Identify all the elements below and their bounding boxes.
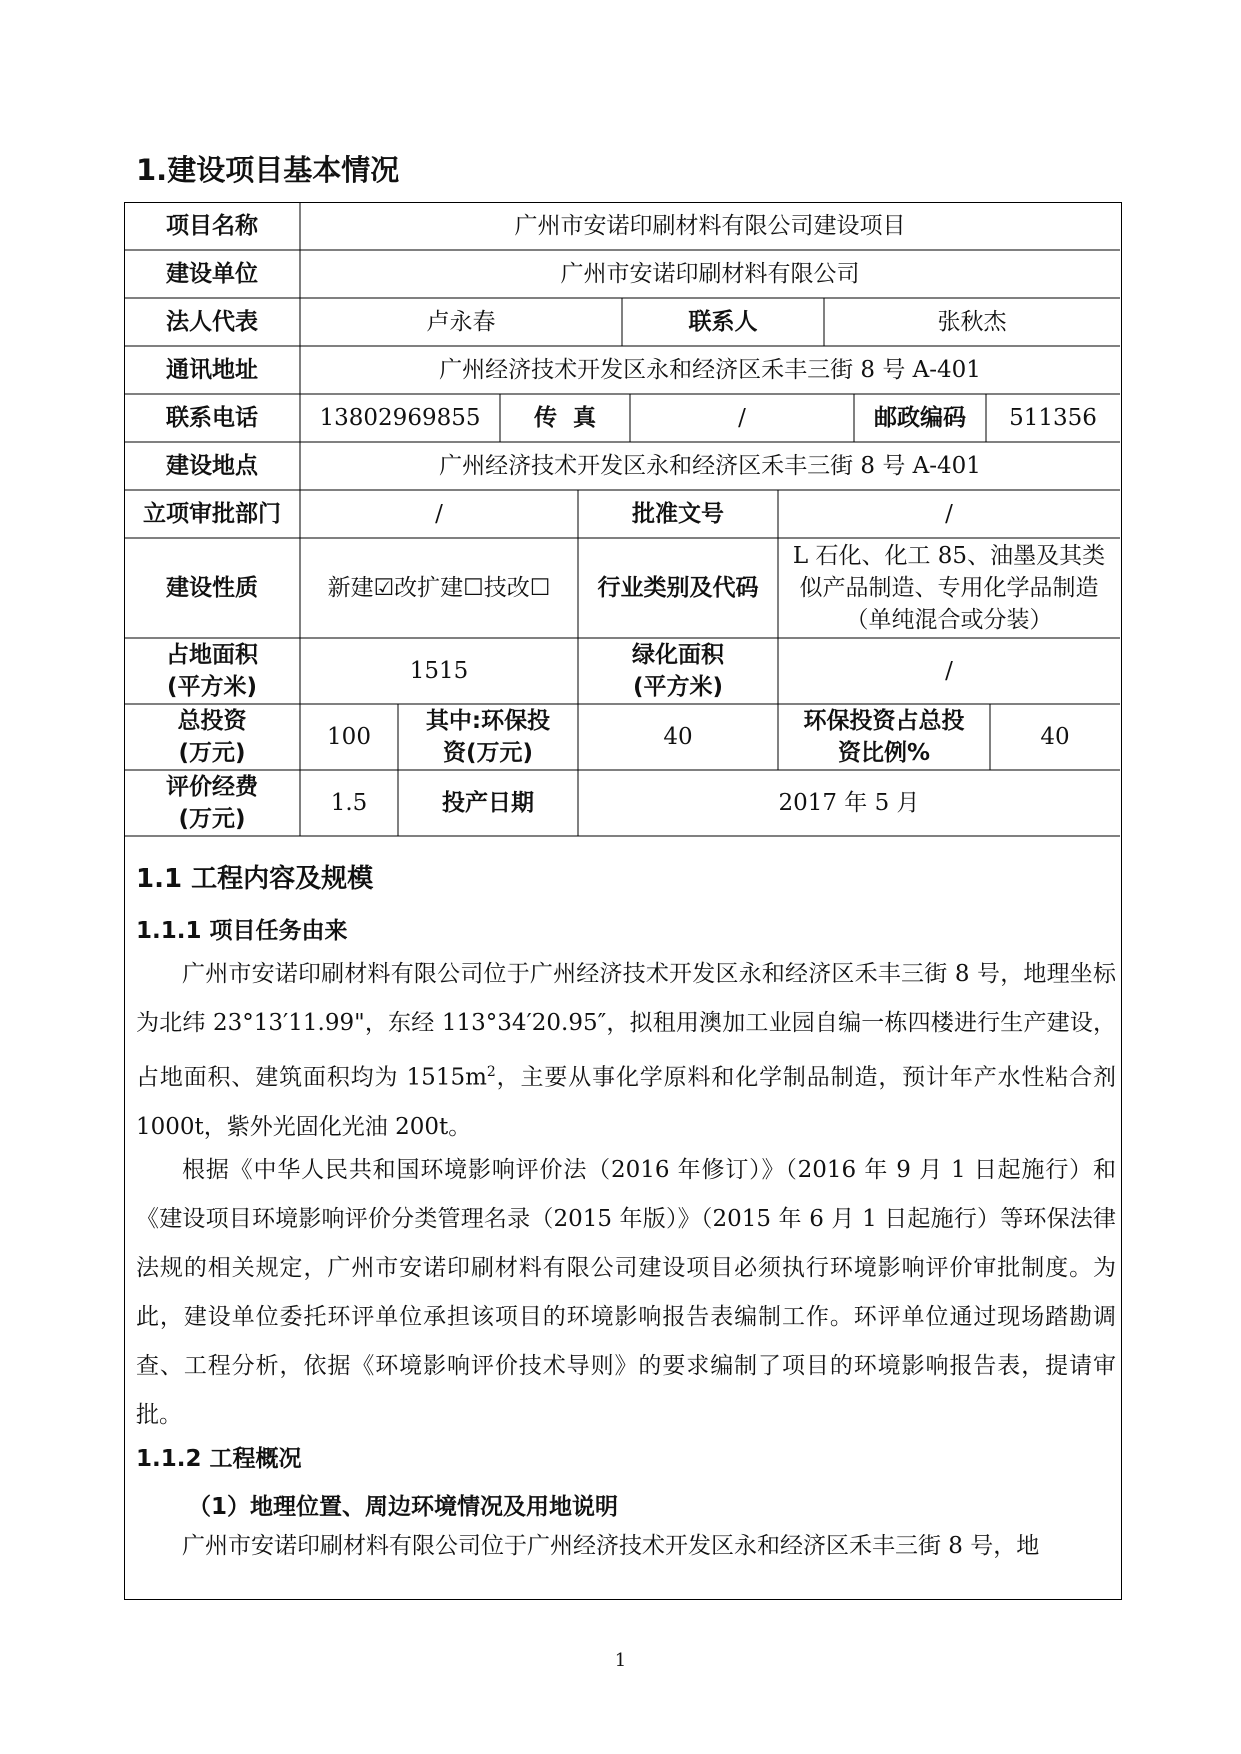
builder-label: 建设单位 (166, 261, 258, 287)
heading-1-1: 1.1 工程内容及规模 (136, 864, 374, 894)
heading-1-1-1: 1.1.1 项目任务由来 (136, 918, 348, 944)
eval-fee-label (124, 770, 300, 836)
contact-value: 张秋杰 (937, 309, 1007, 335)
legal-rep-value: 卢永春 (426, 309, 496, 335)
env-invest-value: 40 (663, 724, 693, 750)
nature-value: 新建☑改扩建☐技改☐ (327, 575, 551, 601)
subheading-location: （1）地理位置、周边环境情况及用地说明 (188, 1494, 619, 1520)
legal-rep-label: 法人代表 (166, 309, 258, 335)
env-ratio-label (778, 704, 990, 770)
area-value: 1515 (409, 658, 469, 684)
env-ratio-value: 40 (1040, 724, 1070, 750)
paragraph-3: 广州市安诺印刷材料有限公司位于广州经济技术开发区永和经济区禾丰三街 8 号，地 (182, 1533, 1040, 1559)
invest-value: 100 (327, 724, 371, 750)
invest-label (124, 704, 300, 770)
env-invest-label-line1: 其中:环保投 (425, 708, 551, 734)
superscript-2: 2 (486, 1064, 496, 1080)
env-invest-label (398, 704, 578, 770)
paragraph-2: 根据《中华人民共和国环境影响评价法（2016 年修订）》（2016 年 9 月 1 日起施行）和《建设项目环境影响评价分类管理名录（2015 年版）》（2015 年 6 月 1 日起施行）等环保法律法规的相关规定，广州市安诺印刷材料有限公司建设项目必须执行环境影响评价审批制度。为此，建设单位委托环评单位承担该项目的环境影响报告表编制工作。环评单位通过现场踏勘调查、工程分析，依据《环境影响评价技术导则》的要求编制了项目的环境影响报告表，提请审批。 (136, 1157, 1116, 1428)
project-name-label: 项目名称 (166, 213, 258, 239)
industry-label: 行业类别及代码 (597, 575, 759, 601)
industry-value: L 石化、化工 85、油墨及其类似产品制造、专用化学品制造（单纯混合或分装） (792, 543, 1106, 633)
prod-date-label: 投产日期 (442, 790, 534, 816)
paragraph-1-text-a: 广州市安诺印刷材料有限公司位于广州经济技术开发区永和经济区禾丰三街 8 号，地理坐标为北纬 23°13′11.99"，东经 113°34′20.95″，拟租用澳加工业园自编一栋四楼进行生产建设，占地面积、建筑面积均为 1515m (136, 961, 1116, 1091)
postcode-label: 邮政编码 (874, 405, 966, 431)
phone-value: 13802969855 (319, 405, 481, 431)
site-label: 建设地点 (166, 453, 258, 479)
address-value: 广州经济技术开发区永和经济区禾丰三街 8 号 A-401 (439, 357, 981, 383)
builder-value: 广州市安诺印刷材料有限公司 (560, 261, 860, 287)
area-label (124, 638, 300, 704)
section-title: 1.建设项目基本情况 (136, 153, 400, 187)
eval-fee-label-line1: 评价经费 (166, 774, 258, 800)
area-label-line2: (平方米) (166, 674, 258, 700)
fax-label: 传 真 (533, 405, 596, 431)
phone-label: 联系电话 (166, 405, 258, 431)
env-invest-label-line2: 资(万元) (442, 740, 534, 766)
eval-fee-label-line2: (万元) (178, 806, 246, 832)
approval-no-label: 批准文号 (632, 501, 724, 527)
green-label-line2: (平方米) (632, 674, 724, 700)
approval-no-value: / (945, 501, 953, 527)
invest-label-line2: (万元) (178, 740, 246, 766)
fax-value: / (738, 405, 746, 431)
paragraph-1-text-b: ，主要从事化学原料和化学制品制造，预计年产水性粘合剂 1000t，紫外光固化光油 200t。 (136, 1064, 1117, 1140)
green-label-line1: 绿化面积 (632, 642, 724, 668)
page-number: 1 (614, 1650, 627, 1671)
site-value: 广州经济技术开发区永和经济区禾丰三街 8 号 A-401 (439, 453, 981, 479)
paragraph-1 (136, 950, 1116, 1152)
eval-fee-value: 1.5 (330, 790, 368, 816)
heading-1-1-2: 1.1.2 工程概况 (136, 1446, 302, 1472)
green-label (578, 638, 778, 704)
area-label-line1: 占地面积 (166, 642, 258, 668)
prod-date-value: 2017 年 5 月 (778, 790, 920, 816)
env-ratio-label-line1: 环保投资占总投 (803, 708, 965, 734)
nature-label: 建设性质 (166, 575, 258, 601)
green-value: / (945, 658, 953, 684)
contact-label: 联系人 (688, 309, 758, 335)
address-label: 通讯地址 (166, 357, 258, 383)
approval-dept-value: / (435, 501, 443, 527)
env-ratio-label-line2: 资比例% (837, 740, 931, 766)
approval-dept-label: 立项审批部门 (143, 501, 281, 527)
invest-label-line1: 总投资 (177, 708, 247, 734)
postcode-value: 511356 (1009, 405, 1097, 431)
project-name-value: 广州市安诺印刷材料有限公司建设项目 (514, 213, 906, 239)
